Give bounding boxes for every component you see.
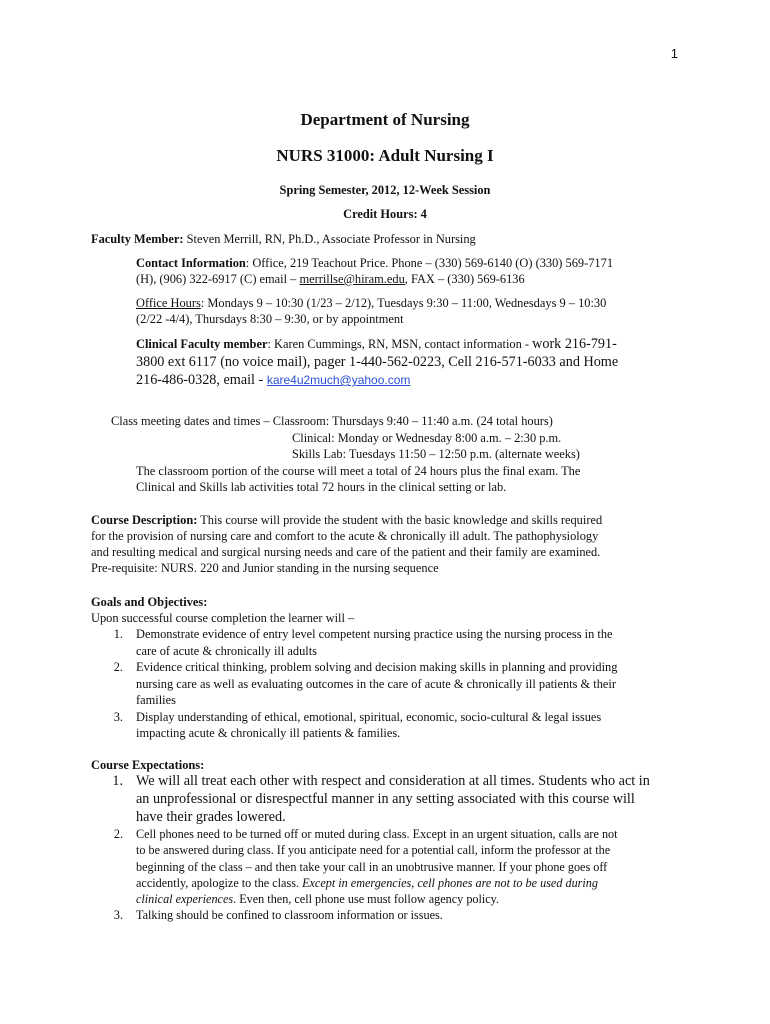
goals-intro: Upon successful course completion the learner will – <box>91 611 355 625</box>
expectation-text: Talking should be confined to classroom information or issues. <box>136 908 443 923</box>
expectation-text: an unprofessional or disrespectful manner in any setting associated with this course will <box>136 791 635 807</box>
goal-item <box>101 709 701 742</box>
expectation-number: 2. <box>113 827 123 841</box>
expectation-number: 1. <box>112 773 123 789</box>
description-line-1 <box>91 512 602 529</box>
meeting-line-5: Clinical and Skills lab activities total 72 hours in the clinical setting or lab. <box>136 480 507 494</box>
credit-hours: Credit Hours: 4 <box>343 207 427 221</box>
goal-text: care of acute & chronically ill adults <box>136 643 317 658</box>
faculty-member <box>91 231 476 248</box>
faculty-label: Faculty Member: <box>91 232 184 246</box>
expectation-item <box>101 826 721 907</box>
goal-text: Evidence critical thinking, problem solving and decision making skills in planning and providing <box>136 660 618 674</box>
expectation-text-part: accidently, apologize to the class. <box>136 875 303 890</box>
goals-heading: Goals and Objectives: <box>91 595 208 609</box>
office-hours-line2: (2/22 -4/4), Thursdays 8:30 – 9:30, or by appointment <box>136 312 404 326</box>
goal-text: Display understanding of ethical, emotional, spiritual, economic, socio-cultural & legal issues <box>136 709 602 724</box>
description-label: Course Description: <box>91 513 198 527</box>
expectation-text <box>136 875 721 891</box>
description-text-1: This course will provide the student with the basic knowledge and skills required <box>197 513 603 527</box>
contact-label: Contact Information <box>136 256 246 270</box>
goals-list <box>101 626 701 742</box>
contact-info-line1 <box>136 255 613 272</box>
goal-item <box>101 659 701 709</box>
goal-number: 2. <box>113 660 123 674</box>
contact-fax: , FAX – (330) 569-6136 <box>404 272 525 286</box>
goal-text: nursing care as well as evaluating outcomes in the care of acute & chronically ill patients & their <box>136 676 616 691</box>
clinical-text-1b: work 216-791- <box>532 336 617 352</box>
office-hours-line1 <box>136 295 606 312</box>
clinical-text-3: 216-486-0328, email - <box>136 372 267 388</box>
clinical-email-link[interactable]: kare4u2much@yahoo.com <box>266 373 411 387</box>
expectation-text: to be answered during class. If you anticipate need for a potential call, inform the professor at the <box>136 843 611 858</box>
contact-email[interactable]: merrillse@hiram.edu <box>299 272 405 286</box>
goal-number: 3. <box>113 709 123 724</box>
office-hours-text-1: : Mondays 9 – 10:30 (1/23 – 2/12), Tuesdays 9:30 – 11:00, Wednesdays 9 – 10:30 <box>200 296 607 310</box>
clinical-label: Clinical Faculty member <box>136 337 268 351</box>
clinical-faculty-line3 <box>136 371 410 389</box>
faculty-value: Steven Merrill, RN, Ph.D., Associate Professor in Nursing <box>183 232 476 246</box>
expectation-text-part: . Even then, cell phone use must follow agency policy. <box>233 892 500 907</box>
description-line-4: Pre-requisite: NURS. 220 and Junior standing in the nursing sequence <box>91 561 439 575</box>
expectation-emphasis: clinical experiences <box>136 892 234 907</box>
contact-info-line2 <box>136 271 525 288</box>
clinical-faculty-line1 <box>136 336 617 353</box>
department-title: Department of Nursing <box>300 110 470 129</box>
goal-item <box>101 626 701 659</box>
meeting-line-1: Class meeting dates and times – Classroom: Thursdays 9:40 – 11:40 a.m. (24 total hours) <box>111 414 553 428</box>
description-line-3: and resulting medical and surgical nursing needs and care of the patient and their family are examined. <box>91 545 601 559</box>
contact-text-2: (H), (906) 322-6917 (C) email – <box>136 272 300 286</box>
course-title: NURS 31000: Adult Nursing I <box>276 146 494 165</box>
expectation-text: We will all treat each other with respect and consideration at all times. Students who act in <box>136 773 650 789</box>
page-number: 1 <box>670 46 678 61</box>
expectation-emphasis: Except in emergencies, cell phones are not to be used during <box>302 875 598 890</box>
expectations-heading: Course Expectations: <box>91 758 205 772</box>
expectations-list <box>101 772 721 924</box>
goal-text: Demonstrate evidence of entry level competent nursing practice using the nursing process in the <box>136 627 613 641</box>
office-hours-label: Office Hours <box>136 296 201 310</box>
meeting-line-4: The classroom portion of the course will meet a total of 24 hours plus the final exam. The <box>136 464 581 478</box>
expectation-item <box>101 907 721 923</box>
contact-text-1: : Office, 219 Teachout Price. Phone – (330) 569-6140 (O) (330) 569-7171 <box>245 256 614 270</box>
expectation-text: beginning of the class – and then take your call in an unobtrusive manner. If your phone goes off <box>136 859 608 874</box>
expectation-item <box>101 772 721 826</box>
clinical-text-1: : Karen Cummings, RN, MSN, contact information - <box>267 337 533 351</box>
description-line-2: for the provision of nursing care and comfort to the acute & chronically ill adult. The pathophysiology <box>91 529 599 543</box>
goal-number: 1. <box>113 627 123 641</box>
goal-text: impacting acute & chronically ill patients & families. <box>136 726 401 740</box>
meeting-line-3: Skills Lab: Tuesdays 11:50 – 12:50 p.m. (alternate weeks) <box>292 447 580 461</box>
clinical-faculty-line2: 3800 ext 6117 (no voice mail), pager 1-440-562-0223, Cell 216-571-6033 and Home <box>136 354 619 370</box>
expectation-text <box>136 891 721 907</box>
expectation-text: have their grades lowered. <box>136 809 286 825</box>
goal-text: families <box>136 693 176 707</box>
expectation-number: 3. <box>113 908 123 923</box>
semester-line: Spring Semester, 2012, 12-Week Session <box>279 183 491 197</box>
expectation-text: Cell phones need to be turned off or muted during class. Except in an urgent situation, calls are not <box>136 827 618 841</box>
meeting-line-2: Clinical: Monday or Wednesday 8:00 a.m. – 2:30 p.m. <box>292 431 562 445</box>
